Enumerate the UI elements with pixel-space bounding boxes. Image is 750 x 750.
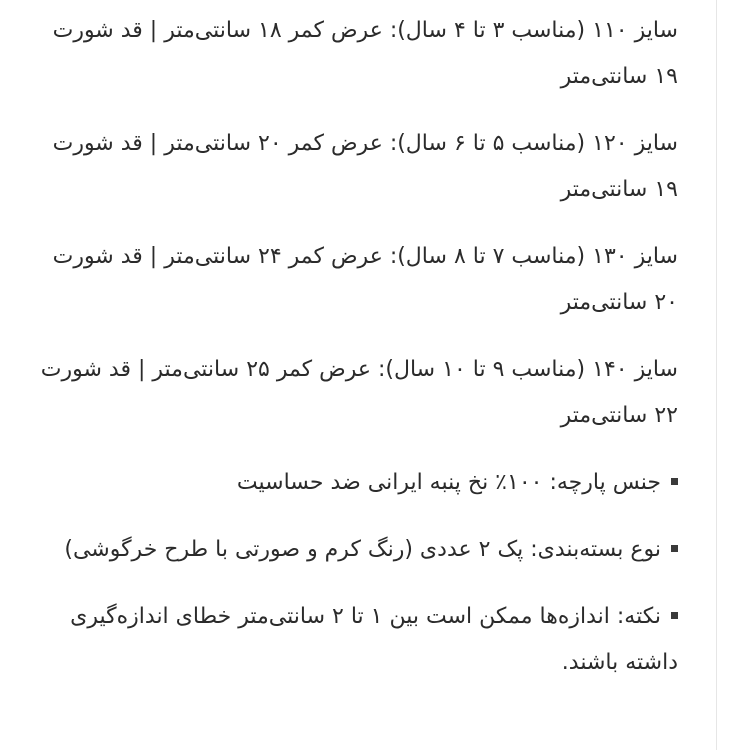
fabric-detail-text: جنس پارچه: ۱۰۰٪ نخ پنبه ایرانی ضد حساسیت — [236, 470, 661, 495]
right-border-rule — [716, 0, 717, 750]
square-bullet-icon — [671, 612, 678, 619]
size-140-line: سایز ۱۴۰ (مناسب ۹ تا ۱۰ سال): عرض کمر ۲۵ سانتی‌متر | قد شورت ۲۲ سانتی‌متر — [40, 357, 678, 428]
product-description — [38, 8, 678, 707]
size-110-line: سایز ۱۱۰ (مناسب ۳ تا ۴ سال): عرض کمر ۱۸ سانتی‌متر | قد شورت ۱۹ سانتی‌متر — [52, 18, 678, 89]
packaging-detail-text: نوع بسته‌بندی: پک ۲ عددی (رنگ کرم و صورتی با طرح خرگوشی) — [64, 537, 661, 562]
size-130-line: سایز ۱۳۰ (مناسب ۷ تا ۸ سال): عرض کمر ۲۴ سانتی‌متر | قد شورت ۲۰ سانتی‌متر — [52, 244, 678, 315]
note-detail — [38, 594, 678, 686]
note-detail-text: نکته: اندازه‌ها ممکن است بین ۱ تا ۲ سانتی‌متر خطای اندازه‌گیری داشته باشند. — [70, 604, 678, 675]
fabric-detail — [38, 460, 678, 506]
size-120-line: سایز ۱۲۰ (مناسب ۵ تا ۶ سال): عرض کمر ۲۰ سانتی‌متر | قد شورت ۱۹ سانتی‌متر — [52, 131, 678, 202]
square-bullet-icon — [671, 545, 678, 552]
packaging-detail — [38, 527, 678, 573]
square-bullet-icon — [671, 478, 678, 485]
